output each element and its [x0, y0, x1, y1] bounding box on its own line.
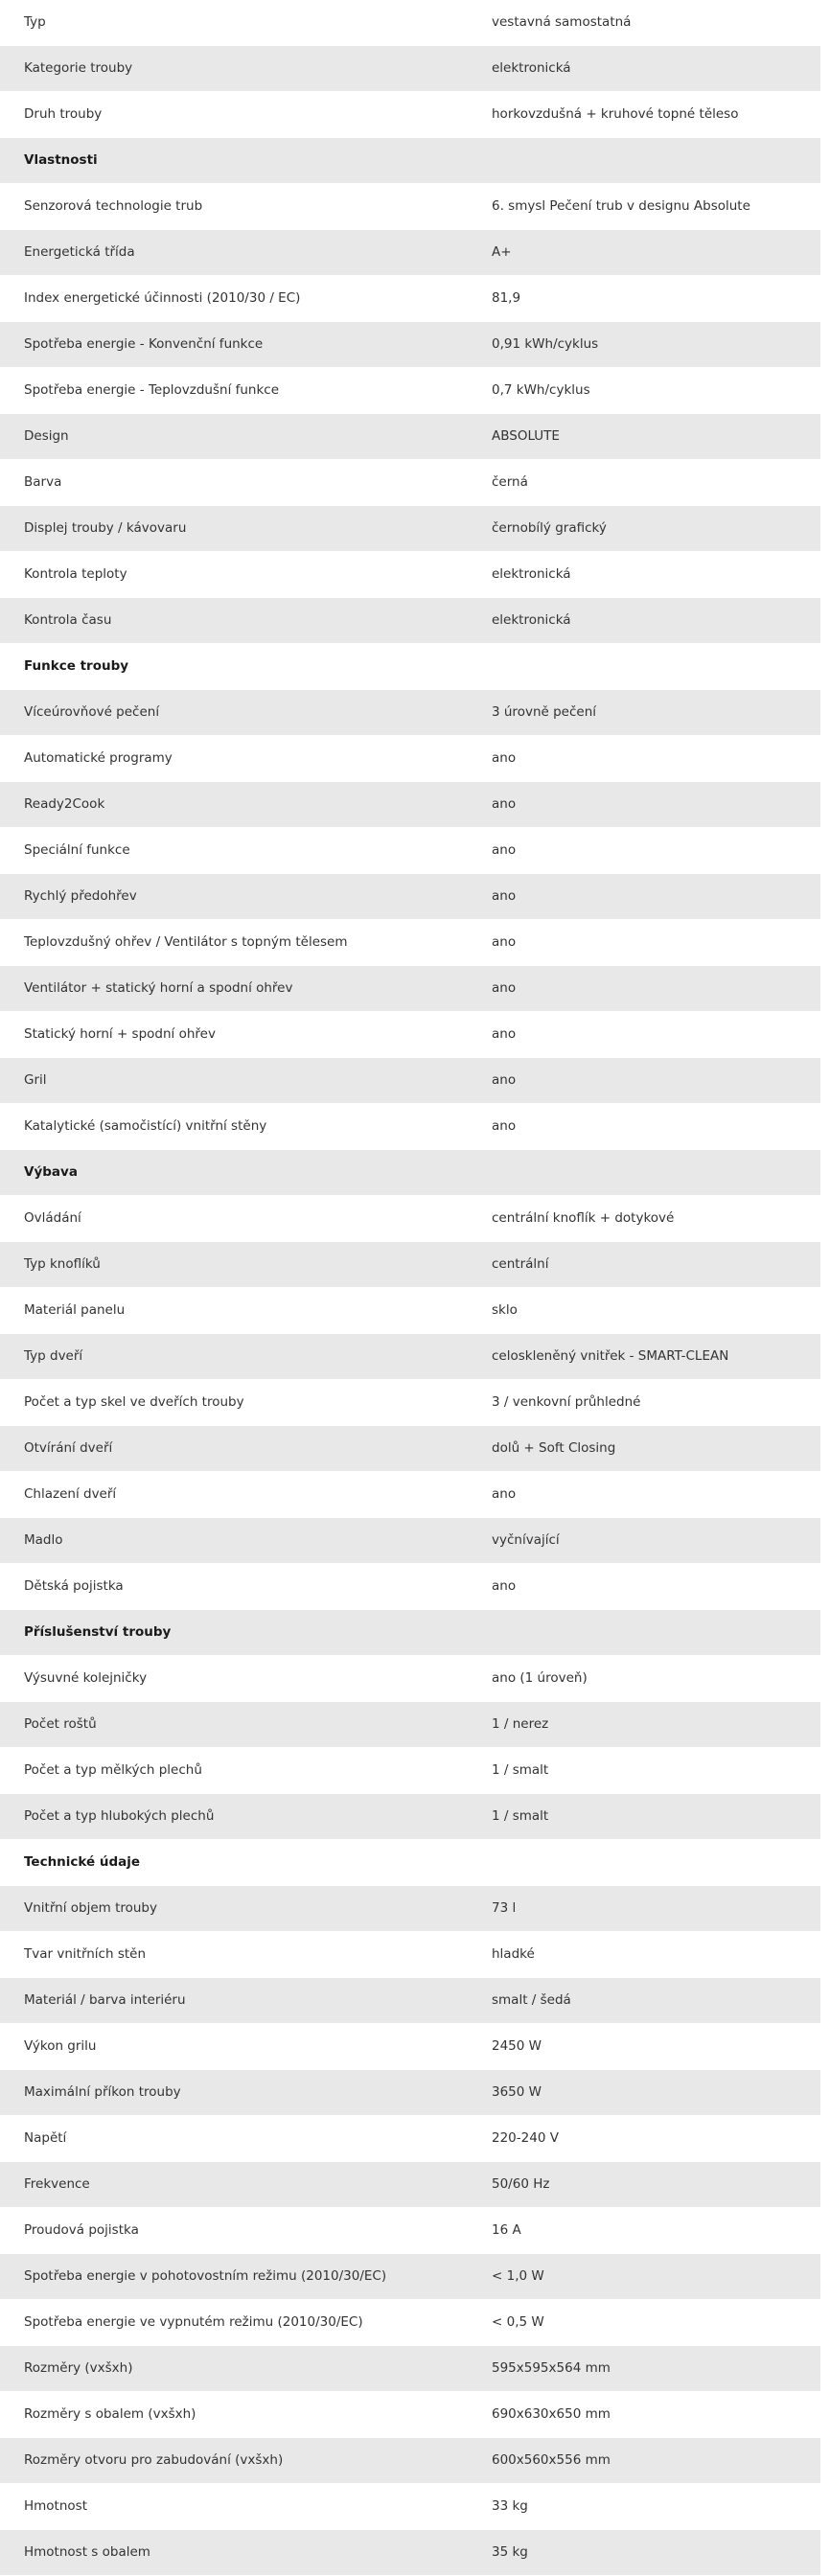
spec-row [0, 1518, 820, 1564]
spec-label: Spotřeba energie - Konvenční funkce [0, 322, 468, 368]
spec-row [0, 1380, 820, 1426]
spec-value: 1 / nerez [468, 1702, 820, 1748]
spec-value: ABSOLUTE [468, 414, 820, 460]
section-empty-cell [468, 1610, 820, 1656]
spec-value: 0,7 kWh/cyklus [468, 368, 820, 414]
spec-label: Počet a typ skel ve dveřích trouby [0, 1380, 468, 1426]
section-title: Funkce trouby [0, 644, 468, 690]
spec-row [0, 1196, 820, 1242]
spec-label: Teplovzdušný ohřev / Ventilátor s topným tělesem [0, 920, 468, 966]
spec-value: dolů + Soft Closing [468, 1426, 820, 1472]
spec-value: elektronická [468, 552, 820, 598]
spec-value: 600x560x556 mm [468, 2438, 820, 2484]
spec-row [0, 322, 820, 368]
spec-row [0, 552, 820, 598]
spec-value: 35 kg [468, 2530, 820, 2576]
spec-label: Typ dveří [0, 1334, 468, 1380]
spec-row [0, 2438, 820, 2484]
spec-label: Otvírání dveří [0, 1426, 468, 1472]
section-empty-cell [468, 1840, 820, 1886]
spec-value: 3 / venkovní průhledné [468, 1380, 820, 1426]
spec-row [0, 920, 820, 966]
spec-label: Rychlý předohřev [0, 874, 468, 920]
spec-label: Ovládání [0, 1196, 468, 1242]
spec-value: 50/60 Hz [468, 2162, 820, 2208]
spec-row [0, 1012, 820, 1058]
spec-label: Statický horní + spodní ohřev [0, 1012, 468, 1058]
spec-label: Materiál panelu [0, 1288, 468, 1334]
spec-value: 6. smysl Pečení trub v designu Absolute [468, 184, 820, 230]
spec-value: < 1,0 W [468, 2254, 820, 2300]
spec-label: Počet a typ mělkých plechů [0, 1748, 468, 1794]
spec-label: Hmotnost s obalem [0, 2530, 468, 2576]
spec-row [0, 1472, 820, 1518]
spec-value: 73 l [468, 1886, 820, 1932]
spec-value: A+ [468, 230, 820, 276]
spec-label: Automatické programy [0, 736, 468, 782]
spec-value: ano [468, 828, 820, 874]
spec-row [0, 2530, 820, 2576]
spec-value: ano [468, 1472, 820, 1518]
spec-value: < 0,5 W [468, 2300, 820, 2346]
spec-label: Výsuvné kolejničky [0, 1656, 468, 1702]
spec-row [0, 782, 820, 828]
section-header-row [0, 1840, 820, 1886]
spec-value: ano [468, 1564, 820, 1610]
spec-value: 16 A [468, 2208, 820, 2254]
spec-value: 81,9 [468, 276, 820, 322]
spec-row [0, 2484, 820, 2530]
spec-label: Typ [0, 0, 468, 46]
spec-value: centrální knoflík + dotykové [468, 1196, 820, 1242]
spec-row [0, 1288, 820, 1334]
spec-label: Počet roštů [0, 1702, 468, 1748]
spec-value: ano [468, 1104, 820, 1150]
spec-row [0, 276, 820, 322]
spec-row [0, 2392, 820, 2438]
spec-label: Hmotnost [0, 2484, 468, 2530]
spec-value: ano [468, 1058, 820, 1104]
spec-label: Katalytické (samočistící) vnitřní stěny [0, 1104, 468, 1150]
spec-value: ano [468, 874, 820, 920]
spec-label: Napětí [0, 2116, 468, 2162]
spec-value: celoskleněný vnitřek - SMART-CLEAN [468, 1334, 820, 1380]
spec-label: Spotřeba energie ve vypnutém režimu (2010/30/EC) [0, 2300, 468, 2346]
spec-row [0, 1058, 820, 1104]
spec-value: 690x630x650 mm [468, 2392, 820, 2438]
spec-value: 220-240 V [468, 2116, 820, 2162]
spec-label: Frekvence [0, 2162, 468, 2208]
spec-value: černá [468, 460, 820, 506]
section-empty-cell [468, 1150, 820, 1196]
spec-value: hladké [468, 1932, 820, 1978]
spec-row [0, 874, 820, 920]
spec-value: 3 úrovně pečení [468, 690, 820, 736]
spec-value: 595x595x564 mm [468, 2346, 820, 2392]
spec-row [0, 506, 820, 552]
section-title: Výbava [0, 1150, 468, 1196]
spec-row [0, 1886, 820, 1932]
spec-label: Rozměry s obalem (vxšxh) [0, 2392, 468, 2438]
spec-label: Energetická třída [0, 230, 468, 276]
spec-label: Barva [0, 460, 468, 506]
spec-row [0, 92, 820, 138]
section-header-row [0, 644, 820, 690]
spec-value: 1 / smalt [468, 1794, 820, 1840]
spec-label: Ventilátor + statický horní a spodní ohřev [0, 966, 468, 1012]
section-empty-cell [468, 138, 820, 184]
spec-value: ano [468, 782, 820, 828]
spec-value: elektronická [468, 598, 820, 644]
spec-value: 2450 W [468, 2024, 820, 2070]
spec-row [0, 2024, 820, 2070]
spec-value: ano (1 úroveň) [468, 1656, 820, 1702]
spec-row [0, 1242, 820, 1288]
spec-row [0, 414, 820, 460]
spec-label: Maximální příkon trouby [0, 2070, 468, 2116]
spec-label: Kontrola teploty [0, 552, 468, 598]
spec-value: 33 kg [468, 2484, 820, 2530]
spec-label: Spotřeba energie - Teplovzdušní funkce [0, 368, 468, 414]
spec-label: Design [0, 414, 468, 460]
spec-label: Spotřeba energie v pohotovostním režimu (2010/30/EC) [0, 2254, 468, 2300]
spec-row [0, 690, 820, 736]
spec-value: centrální [468, 1242, 820, 1288]
spec-value: sklo [468, 1288, 820, 1334]
spec-value: ano [468, 1012, 820, 1058]
section-header-row [0, 1150, 820, 1196]
spec-row [0, 2208, 820, 2254]
spec-row [0, 2070, 820, 2116]
spec-value: elektronická [468, 46, 820, 92]
spec-label: Kontrola času [0, 598, 468, 644]
spec-label: Senzorová technologie trub [0, 184, 468, 230]
spec-label: Vnitřní objem trouby [0, 1886, 468, 1932]
spec-label: Madlo [0, 1518, 468, 1564]
spec-label: Displej trouby / kávovaru [0, 506, 468, 552]
spec-value: ano [468, 920, 820, 966]
spec-value: horkovzdušná + kruhové topné těleso [468, 92, 820, 138]
spec-label: Druh trouby [0, 92, 468, 138]
spec-row [0, 598, 820, 644]
spec-row [0, 46, 820, 92]
spec-value: 1 / smalt [468, 1748, 820, 1794]
spec-row [0, 184, 820, 230]
spec-row [0, 2116, 820, 2162]
spec-row [0, 1794, 820, 1840]
spec-row [0, 0, 820, 46]
spec-row [0, 1104, 820, 1150]
spec-label: Rozměry (vxšxh) [0, 2346, 468, 2392]
spec-label: Počet a typ hlubokých plechů [0, 1794, 468, 1840]
spec-row [0, 1564, 820, 1610]
spec-label: Rozměry otvoru pro zabudování (vxšxh) [0, 2438, 468, 2484]
spec-label: Ready2Cook [0, 782, 468, 828]
spec-value: vyčnívající [468, 1518, 820, 1564]
spec-label: Kategorie trouby [0, 46, 468, 92]
section-title: Vlastnosti [0, 138, 468, 184]
spec-row [0, 1334, 820, 1380]
spec-value: 3650 W [468, 2070, 820, 2116]
spec-value: 0,91 kWh/cyklus [468, 322, 820, 368]
spec-row [0, 966, 820, 1012]
spec-row [0, 460, 820, 506]
spec-label: Proudová pojistka [0, 2208, 468, 2254]
spec-value: ano [468, 966, 820, 1012]
section-header-row [0, 138, 820, 184]
spec-label: Dětská pojistka [0, 1564, 468, 1610]
spec-row [0, 2346, 820, 2392]
spec-row [0, 1748, 820, 1794]
spec-row [0, 1978, 820, 2024]
spec-label: Chlazení dveří [0, 1472, 468, 1518]
spec-row [0, 1702, 820, 1748]
spec-row [0, 1426, 820, 1472]
spec-row [0, 828, 820, 874]
spec-row [0, 2300, 820, 2346]
section-header-row [0, 1610, 820, 1656]
spec-row [0, 368, 820, 414]
spec-value: ano [468, 736, 820, 782]
spec-label: Výkon grilu [0, 2024, 468, 2070]
spec-value: smalt / šedá [468, 1978, 820, 2024]
spec-row [0, 2162, 820, 2208]
spec-label: Typ knoflíků [0, 1242, 468, 1288]
spec-row [0, 736, 820, 782]
section-empty-cell [468, 644, 820, 690]
spec-row [0, 230, 820, 276]
spec-value: černobílý grafický [468, 506, 820, 552]
spec-label: Víceúrovňové pečení [0, 690, 468, 736]
spec-label: Speciální funkce [0, 828, 468, 874]
spec-label: Gril [0, 1058, 468, 1104]
spec-row [0, 1656, 820, 1702]
section-title: Příslušenství trouby [0, 1610, 468, 1656]
spec-value: vestavná samostatná [468, 0, 820, 46]
spec-row [0, 2254, 820, 2300]
spec-row [0, 1932, 820, 1978]
section-title: Technické údaje [0, 1840, 468, 1886]
spec-label: Materiál / barva interiéru [0, 1978, 468, 2024]
spec-label: Tvar vnitřních stěn [0, 1932, 468, 1978]
spec-label: Index energetické účinnosti (2010/30 / EC) [0, 276, 468, 322]
